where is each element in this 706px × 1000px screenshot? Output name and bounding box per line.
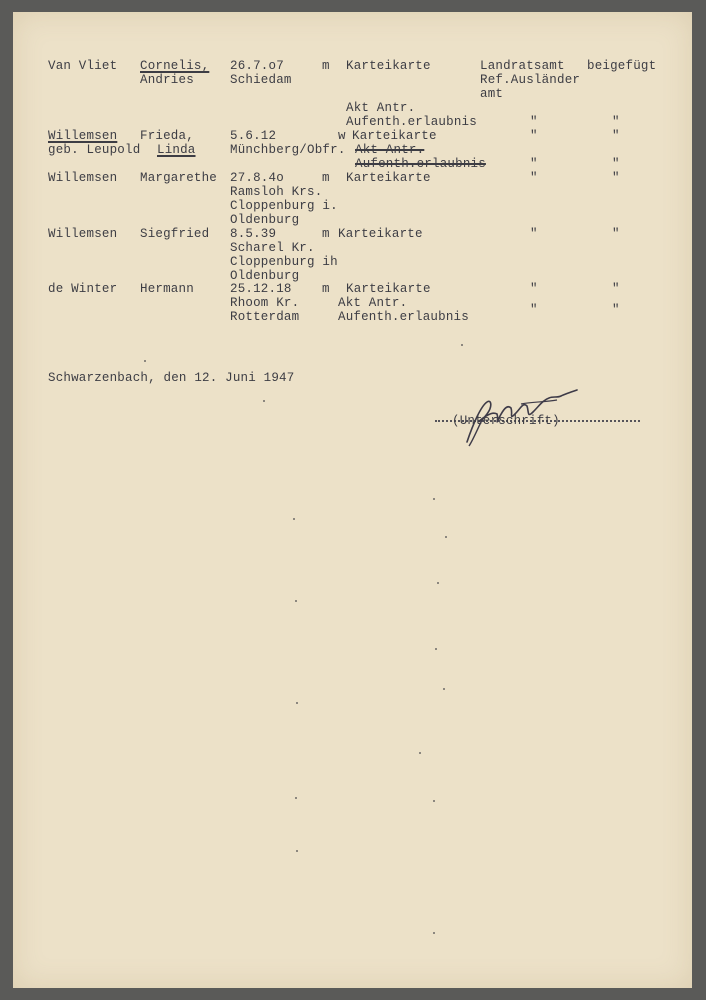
sex: m <box>322 171 330 185</box>
ditto-mark: " <box>612 129 620 143</box>
birth-place: Cloppenburg i. <box>230 199 338 213</box>
paper-speck <box>435 648 437 650</box>
document-page <box>13 12 692 988</box>
struck-document: Aufenth.erlaubnis <box>355 157 486 171</box>
paper-speck <box>293 518 295 520</box>
ditto-mark: " <box>612 227 620 241</box>
given-name-hermann: Hermann <box>140 282 194 296</box>
ditto-mark: " <box>530 157 538 171</box>
paper-speck <box>443 688 445 690</box>
paper-speck <box>433 800 435 802</box>
ditto-mark: " <box>612 157 620 171</box>
office-line-2: Ref.Ausländer <box>480 73 581 87</box>
birth-date: 25.12.18 <box>230 282 292 296</box>
paper-speck <box>144 360 146 362</box>
given-name-linda: Linda <box>157 143 196 157</box>
paper-speck <box>433 932 435 934</box>
birth-place: Münchberg/Obfr. <box>230 143 346 157</box>
ditto-mark: " <box>530 129 538 143</box>
paper-speck <box>296 850 298 852</box>
ditto-mark: " <box>612 115 620 129</box>
document-type: Karteikarte <box>338 227 423 241</box>
given-name-cornelis: Cornelis, <box>140 59 210 73</box>
ditto-mark: " <box>530 171 538 185</box>
signature-caption: (Unterschrift) <box>452 414 560 428</box>
paper-speck <box>295 797 297 799</box>
maiden-name: geb. Leupold <box>48 143 141 157</box>
document-type: Akt Antr. <box>338 296 408 310</box>
ditto-mark: " <box>612 303 620 317</box>
birth-place: Rhoom Kr. <box>230 296 300 310</box>
sex: m <box>322 227 330 241</box>
surname-van-vliet: Van Vliet <box>48 59 118 73</box>
sex: m <box>322 282 330 296</box>
birth-place: Scharel Kr. <box>230 241 315 255</box>
ditto-mark: " <box>530 282 538 296</box>
sex: m <box>322 59 330 73</box>
document-type: Karteikarte <box>346 282 431 296</box>
given-name-andries: Andries <box>140 73 194 87</box>
birth-date: 5.6.12 <box>230 129 277 143</box>
paper-speck <box>433 498 435 500</box>
given-name-frieda: Frieda, <box>140 129 194 143</box>
paper-speck <box>461 344 463 346</box>
ditto-mark: " <box>612 171 620 185</box>
birth-date: 26.7.o7 <box>230 59 284 73</box>
paper-speck <box>263 400 265 402</box>
surname-willemsen: Willemsen <box>48 129 118 143</box>
document-type: Karteikarte <box>346 171 431 185</box>
document-type: Aufenth.erlaubnis <box>338 310 469 324</box>
paper-speck <box>296 702 298 704</box>
birth-place: Oldenburg <box>230 213 300 227</box>
paper-speck <box>445 536 447 538</box>
paper-speck <box>295 600 297 602</box>
ditto-mark: " <box>530 303 538 317</box>
surname-de-winter: de Winter <box>48 282 118 296</box>
sex: w <box>338 129 346 143</box>
paper-speck <box>437 582 439 584</box>
birth-place: Ramsloh Krs. <box>230 185 323 199</box>
birth-place: Rotterdam <box>230 310 300 324</box>
paper-speck <box>419 752 421 754</box>
struck-document: Akt Antr. <box>355 143 425 157</box>
document-type: Karteikarte <box>346 59 431 73</box>
surname-willemsen: Willemsen <box>48 227 118 241</box>
birth-place: Schiedam <box>230 73 292 87</box>
birth-date: 27.8.4o <box>230 171 284 185</box>
ditto-mark: " <box>530 115 538 129</box>
office-line-1: Landratsamt <box>480 59 565 73</box>
enclosed-status: beigefügt <box>587 59 657 73</box>
document-type: Akt Antr. <box>346 101 416 115</box>
ditto-mark: " <box>530 227 538 241</box>
given-name-margarethe: Margarethe <box>140 171 218 185</box>
ditto-mark: " <box>612 282 620 296</box>
birth-date: 8.5.39 <box>230 227 277 241</box>
surname-willemsen: Willemsen <box>48 171 118 185</box>
place-and-date: Schwarzenbach, den 12. Juni 1947 <box>48 371 295 385</box>
birth-place: Oldenburg <box>230 269 300 283</box>
given-name-siegfried: Siegfried <box>140 227 210 241</box>
document-type: Aufenth.erlaubnis <box>346 115 477 129</box>
office-line-3: amt <box>480 87 504 101</box>
birth-place: Cloppenburg ih <box>230 255 338 269</box>
document-type: Karteikarte <box>352 129 437 143</box>
